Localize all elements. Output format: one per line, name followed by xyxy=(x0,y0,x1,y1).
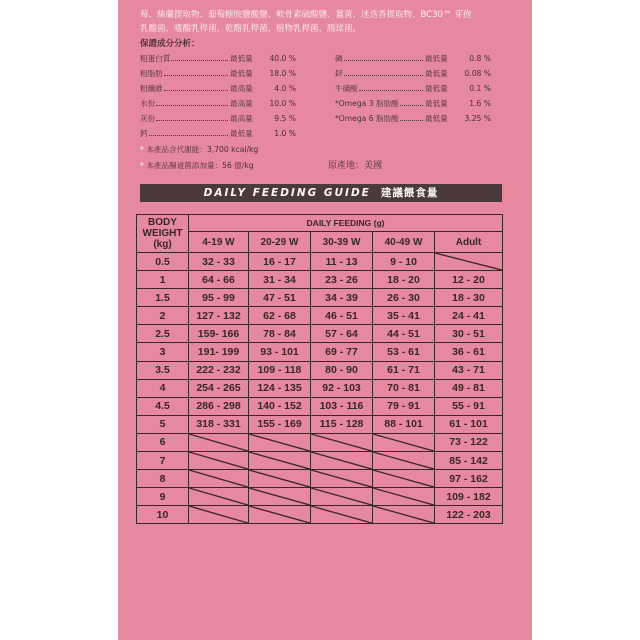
nutrient-value: 10.0 % xyxy=(269,99,296,108)
analysis-row xyxy=(140,126,298,141)
nutrient-label: 鈣 xyxy=(140,129,148,138)
feeding-amount-cell: 30 - 51 xyxy=(435,325,503,343)
dot-leader xyxy=(156,120,228,121)
feeding-amount-cell: 11 - 13 xyxy=(311,253,373,271)
feeding-amount-cell: 43 - 71 xyxy=(435,361,503,379)
body-weight-cell: 7 xyxy=(137,452,189,470)
analysis-right-column xyxy=(335,51,493,126)
diagonal-slash-icon xyxy=(373,470,434,487)
nutrient-min-max: 最低量 xyxy=(425,54,448,63)
table-row xyxy=(137,379,503,397)
feeding-amount-cell: 49 - 81 xyxy=(435,379,503,397)
metabolic-energy-text: 本產品含代謝能：3,700 kcal/kg xyxy=(146,145,259,154)
nutrient-min-max: 最高量 xyxy=(230,99,253,108)
analysis-row xyxy=(140,81,298,96)
body-weight-header-line: (kg) xyxy=(153,239,172,250)
nutrient-label: *Omega 3 脂肪酸 xyxy=(335,99,399,108)
feeding-amount-cell: 127 - 132 xyxy=(189,307,249,325)
diagonal-slash-icon xyxy=(435,253,502,270)
not-applicable-cell xyxy=(311,452,373,470)
body-weight-cell: 1.5 xyxy=(137,289,189,307)
feeding-amount-cell: 36 - 61 xyxy=(435,343,503,361)
nutrient-value: 18.0 % xyxy=(269,69,296,78)
diagonal-slash-icon xyxy=(311,452,372,469)
analysis-row xyxy=(335,111,493,126)
diagonal-slash-icon xyxy=(373,506,434,523)
body-weight-cell: 4 xyxy=(137,379,189,397)
feeding-guide-title-zh: 建議餵食量 xyxy=(380,187,439,199)
not-applicable-cell xyxy=(189,470,249,488)
ingredients-text xyxy=(140,8,518,36)
feeding-amount-cell: 140 - 152 xyxy=(249,397,311,415)
nutrient-value: 1.6 % xyxy=(469,99,491,108)
diagonal-slash-icon xyxy=(189,452,248,469)
nutrient-min-max: 最低量 xyxy=(230,129,253,138)
note-star: * xyxy=(140,161,144,170)
body-weight-cell: 3 xyxy=(137,343,189,361)
body-weight-cell: 3.5 xyxy=(137,361,189,379)
dot-leader xyxy=(164,90,228,91)
analysis-row xyxy=(140,96,298,111)
nutrient-min-max: 最低量 xyxy=(425,99,448,108)
feeding-amount-cell: 61 - 101 xyxy=(435,415,503,433)
table-row xyxy=(137,415,503,433)
table-row xyxy=(137,452,503,470)
not-applicable-cell xyxy=(373,433,435,451)
table-row xyxy=(137,397,503,415)
feeding-amount-cell: 73 - 122 xyxy=(435,433,503,451)
feeding-amount-cell: 97 - 162 xyxy=(435,470,503,488)
not-applicable-cell xyxy=(249,452,311,470)
note-star: * xyxy=(140,145,144,154)
feeding-amount-cell: 44 - 51 xyxy=(373,325,435,343)
not-applicable-cell xyxy=(249,506,311,524)
not-applicable-cell xyxy=(311,506,373,524)
body-weight-header-line: BODY xyxy=(148,217,177,228)
body-weight-cell: 1 xyxy=(137,271,189,289)
feeding-table-wrapper xyxy=(136,214,502,532)
nutrient-value: 4.0 % xyxy=(274,84,296,93)
feeding-amount-cell: 88 - 101 xyxy=(373,415,435,433)
feeding-amount-cell: 109 - 182 xyxy=(435,488,503,506)
dot-leader xyxy=(171,60,228,61)
analysis-row xyxy=(335,66,493,81)
feeding-amount-cell: 124 - 135 xyxy=(249,379,311,397)
feeding-amount-cell: 95 - 99 xyxy=(189,289,249,307)
feeding-amount-cell: 26 - 30 xyxy=(373,289,435,307)
feeding-amount-cell: 61 - 71 xyxy=(373,361,435,379)
analysis-row xyxy=(140,66,298,81)
probiotic-note xyxy=(140,160,254,171)
table-row xyxy=(137,271,503,289)
analysis-row xyxy=(335,96,493,111)
diagonal-slash-icon xyxy=(189,506,248,523)
body-weight-cell: 5 xyxy=(137,415,189,433)
feeding-amount-cell: 78 - 84 xyxy=(249,325,311,343)
body-weight-cell: 8 xyxy=(137,470,189,488)
table-row xyxy=(137,307,503,325)
not-applicable-cell xyxy=(311,488,373,506)
column-header: 4-19 W xyxy=(189,232,249,253)
body-weight-header-line: WEIGHT xyxy=(142,228,183,239)
nutrient-value: 3.25 % xyxy=(464,114,491,123)
body-weight-header xyxy=(137,215,189,253)
not-applicable-cell xyxy=(249,470,311,488)
not-applicable-cell xyxy=(189,452,249,470)
feeding-amount-cell: 109 - 118 xyxy=(249,361,311,379)
diagonal-slash-icon xyxy=(373,434,434,451)
not-applicable-cell xyxy=(189,433,249,451)
table-row xyxy=(137,470,503,488)
nutrient-value: 1.0 % xyxy=(274,129,296,138)
column-header: 40-49 W xyxy=(373,232,435,253)
nutrient-value: 40.0 % xyxy=(269,54,296,63)
feeding-amount-cell: 18 - 30 xyxy=(435,289,503,307)
table-row xyxy=(137,289,503,307)
nutrient-label: 粗纖維 xyxy=(140,84,163,93)
body-weight-cell: 9 xyxy=(137,488,189,506)
table-row xyxy=(137,488,503,506)
feeding-table xyxy=(136,214,503,524)
body-weight-cell: 10 xyxy=(137,506,189,524)
not-applicable-cell xyxy=(311,433,373,451)
not-applicable-cell xyxy=(311,470,373,488)
not-applicable-cell xyxy=(189,506,249,524)
nutrient-label: 鋅 xyxy=(335,69,343,78)
table-row xyxy=(137,361,503,379)
diagonal-slash-icon xyxy=(249,506,310,523)
nutrient-label: 粗蛋白質 xyxy=(140,54,171,63)
ingredients-line-1: 莓、絲蘭提取物、葡萄糖胺鹽酸鹽、軟骨素硫酸鹽、薑黃、迷迭香提取物、BC30™ 芽孢 xyxy=(140,10,472,20)
not-applicable-cell xyxy=(435,253,503,271)
nutrient-label: 粗脂肪 xyxy=(140,69,163,78)
body-weight-cell: 2 xyxy=(137,307,189,325)
body-weight-cell: 4.5 xyxy=(137,397,189,415)
diagonal-slash-icon xyxy=(189,470,248,487)
column-header: Adult xyxy=(435,232,503,253)
dot-leader xyxy=(164,75,228,76)
nutrient-value: 0.08 % xyxy=(464,69,491,78)
feeding-amount-cell: 254 - 265 xyxy=(189,379,249,397)
diagonal-slash-icon xyxy=(373,488,434,505)
not-applicable-cell xyxy=(249,433,311,451)
nutrient-value: 0.1 % xyxy=(469,84,491,93)
feeding-amount-cell: 31 - 34 xyxy=(249,271,311,289)
feeding-amount-cell: 70 - 81 xyxy=(373,379,435,397)
diagonal-slash-icon xyxy=(373,452,434,469)
body-weight-cell: 0.5 xyxy=(137,253,189,271)
feeding-amount-cell: 69 - 77 xyxy=(311,343,373,361)
dot-leader xyxy=(359,90,423,91)
nutrient-min-max: 最低量 xyxy=(230,69,253,78)
feeding-amount-cell: 23 - 26 xyxy=(311,271,373,289)
feeding-amount-cell: 92 - 103 xyxy=(311,379,373,397)
feeding-amount-cell: 80 - 90 xyxy=(311,361,373,379)
diagonal-slash-icon xyxy=(311,506,372,523)
diagonal-slash-icon xyxy=(249,434,310,451)
feeding-amount-cell: 53 - 61 xyxy=(373,343,435,361)
feeding-amount-cell: 93 - 101 xyxy=(249,343,311,361)
nutrient-min-max: 最高量 xyxy=(230,84,253,93)
feeding-amount-cell: 191- 199 xyxy=(189,343,249,361)
table-row xyxy=(137,325,503,343)
analysis-title: 保證成分分析： xyxy=(140,39,200,49)
not-applicable-cell xyxy=(249,488,311,506)
dot-leader xyxy=(344,60,423,61)
not-applicable-cell xyxy=(373,452,435,470)
ingredients-line-2: 乳酸菌、嗜酸乳桿菌、乾酪乳桿菌、植物乳桿菌、腸球菌。 xyxy=(140,24,362,34)
feeding-amount-cell: 35 - 41 xyxy=(373,307,435,325)
feeding-table-body xyxy=(137,253,503,524)
analysis-row xyxy=(140,111,298,126)
diagonal-slash-icon xyxy=(189,434,248,451)
feeding-amount-cell: 318 - 331 xyxy=(189,415,249,433)
dot-leader xyxy=(149,135,228,136)
feeding-amount-cell: 155 - 169 xyxy=(249,415,311,433)
table-row xyxy=(137,433,503,451)
feeding-amount-cell: 55 - 91 xyxy=(435,397,503,415)
nutrient-value: 0.8 % xyxy=(469,54,491,63)
feeding-amount-cell: 122 - 203 xyxy=(435,506,503,524)
nutrient-label: *Omega 6 脂肪酸 xyxy=(335,114,399,123)
daily-feeding-header: DAILY FEEDING (g) xyxy=(189,215,503,232)
nutrient-label: 磷 xyxy=(335,54,343,63)
feeding-amount-cell: 34 - 39 xyxy=(311,289,373,307)
feeding-amount-cell: 9 - 10 xyxy=(373,253,435,271)
dot-leader xyxy=(344,75,423,76)
nutrient-min-max: 最低量 xyxy=(425,84,448,93)
analysis-row xyxy=(140,51,298,66)
dot-leader xyxy=(400,105,423,106)
column-header: 30-39 W xyxy=(311,232,373,253)
feeding-amount-cell: 62 - 68 xyxy=(249,307,311,325)
feeding-amount-cell: 103 - 116 xyxy=(311,397,373,415)
feeding-amount-cell: 222 - 232 xyxy=(189,361,249,379)
feeding-amount-cell: 24 - 41 xyxy=(435,307,503,325)
not-applicable-cell xyxy=(373,488,435,506)
probiotic-text: 本產品腸道菌添加量：56 億/kg xyxy=(146,161,254,170)
feeding-amount-cell: 286 - 298 xyxy=(189,397,249,415)
diagonal-slash-icon xyxy=(311,470,372,487)
feeding-amount-cell: 18 - 20 xyxy=(373,271,435,289)
feeding-amount-cell: 12 - 20 xyxy=(435,271,503,289)
analysis-left-column xyxy=(140,51,298,141)
feeding-amount-cell: 79 - 91 xyxy=(373,397,435,415)
feeding-amount-cell: 47 - 51 xyxy=(249,289,311,307)
feeding-amount-cell: 159- 166 xyxy=(189,325,249,343)
analysis-row xyxy=(335,51,493,66)
nutrient-min-max: 最低量 xyxy=(425,69,448,78)
nutrient-label: 水份 xyxy=(140,99,156,108)
nutrient-min-max: 最低量 xyxy=(425,114,448,123)
feeding-amount-cell: 64 - 66 xyxy=(189,271,249,289)
dot-leader xyxy=(400,120,423,121)
nutrient-min-max: 最高量 xyxy=(230,114,253,123)
feeding-guide-title-en: DAILY FEEDING GUIDE xyxy=(203,187,371,199)
analysis-row xyxy=(335,81,493,96)
not-applicable-cell xyxy=(373,470,435,488)
feeding-amount-cell: 57 - 64 xyxy=(311,325,373,343)
body-weight-cell: 2.5 xyxy=(137,325,189,343)
feeding-amount-cell: 85 - 142 xyxy=(435,452,503,470)
nutrient-label: 灰份 xyxy=(140,114,156,123)
diagonal-slash-icon xyxy=(311,434,372,451)
feeding-amount-cell: 46 - 51 xyxy=(311,307,373,325)
feeding-amount-cell: 16 - 17 xyxy=(249,253,311,271)
country-of-origin: 原產地：美國 xyxy=(328,161,383,171)
diagonal-slash-icon xyxy=(189,488,248,505)
metabolic-energy-note xyxy=(140,144,258,155)
not-applicable-cell xyxy=(373,506,435,524)
table-row xyxy=(137,343,503,361)
column-header: 20-29 W xyxy=(249,232,311,253)
diagonal-slash-icon xyxy=(311,488,372,505)
table-row xyxy=(137,253,503,271)
table-row xyxy=(137,506,503,524)
nutrient-value: 9.5 % xyxy=(274,114,296,123)
feeding-guide-header xyxy=(140,184,502,202)
diagonal-slash-icon xyxy=(249,470,310,487)
feeding-amount-cell: 32 - 33 xyxy=(189,253,249,271)
feeding-amount-cell: 115 - 128 xyxy=(311,415,373,433)
body-weight-cell: 6 xyxy=(137,433,189,451)
diagonal-slash-icon xyxy=(249,452,310,469)
diagonal-slash-icon xyxy=(249,488,310,505)
nutrient-min-max: 最低量 xyxy=(230,54,253,63)
nutrient-label: 牛磺酸 xyxy=(335,84,358,93)
not-applicable-cell xyxy=(189,488,249,506)
dot-leader xyxy=(156,105,228,106)
